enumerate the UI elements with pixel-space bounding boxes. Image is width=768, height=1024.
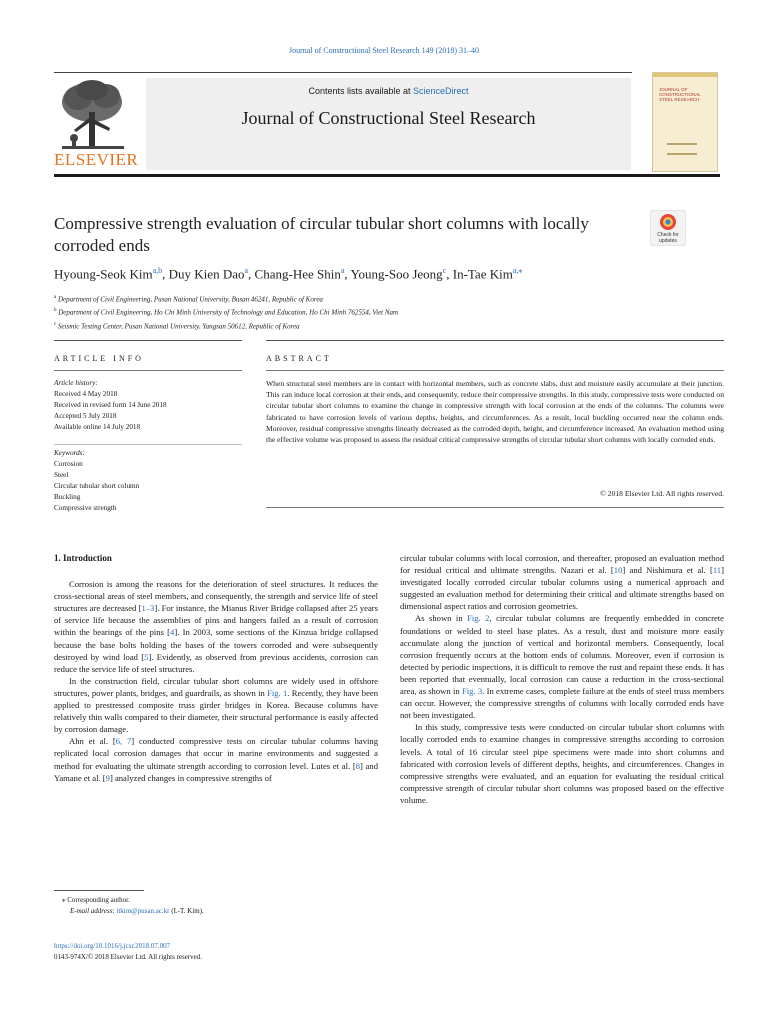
reference-link[interactable]: 8 — [355, 760, 360, 771]
journal-citation[interactable]: Journal of Constructional Steel Research 149 (2018) 31–40 — [289, 46, 479, 55]
issn-line: 0143-974X/© 2018 Elsevier Ltd. All rights reserved. — [54, 953, 203, 961]
author-name[interactable]: Hyoung-Seok Kim — [54, 266, 153, 282]
paragraph — [54, 735, 378, 783]
footnote-line — [62, 895, 382, 906]
keyword-item: Corrosion — [54, 460, 83, 468]
footnote-text: Corresponding author. — [67, 896, 130, 904]
text-run: ] and Nishimura et al. [ — [622, 565, 713, 576]
reference-link[interactable]: 4 — [170, 627, 175, 638]
text-run: Ahn et al. [ — [69, 736, 116, 747]
author-separator: , — [446, 266, 453, 282]
history-label: Article history: — [54, 379, 98, 387]
author-separator: , — [248, 266, 255, 282]
author-list — [54, 266, 714, 282]
reference-link[interactable]: 5 — [144, 651, 149, 662]
paragraph: In this study, compressive tests were conducted on circular tubular short columns with locally corroded ends to examine changes in compressive strengths according to corrosion levels. A total of 16 circular steel pipe specimens were made into short columns and fabricated with corrosion levels of different depths, heights, and circumferences. Changes in compressive strengths were evaluated, and an equation for evaluating the residual critical compressive strength of circular tubular short columns was proposed based on the effective volume. — [400, 722, 724, 805]
email-link[interactable]: itkim@pusan.ac.kr — [116, 907, 170, 915]
journal-cover-thumbnail[interactable] — [652, 72, 718, 172]
page-footer — [54, 941, 414, 963]
paragraph — [400, 552, 724, 612]
author-name[interactable]: Young-Soo Jeong — [350, 266, 443, 282]
affiliation-list — [54, 292, 654, 332]
keyword-item: Compressive strength — [54, 504, 117, 512]
author-affiliation-mark[interactable]: a — [244, 266, 249, 275]
text-run: ]. In 2003, some sections of the Kinzua bridge collapsed because the base bolts holding the bases of the towers corroded and were subsequently destroyed by wind load [ — [54, 627, 378, 662]
figure-link[interactable]: Fig. 3 — [461, 686, 483, 697]
affiliation-item — [54, 305, 654, 318]
text-run: ] investigated locally corroded circular tubular columns using a numerical approach and suggested an evaluation method for determining their critical and ultimate strengths based on dimensional aspect ratios and corrosion geometries. — [400, 565, 724, 612]
keyword-item: Steel — [54, 471, 69, 479]
footnote-star: ⁎ — [62, 896, 66, 904]
journal-title[interactable]: Journal of Constructional Steel Research — [241, 108, 536, 128]
abstract-text: When structural steel members are in contact with horizontal members, such as concrete slabs, dust and moisture easily accumulate at their junction. This can induce local corrosion at their ends, and consequently, reduce their compressive strengths. In this study, compressive tests were conducted on circular tubular short columns to examine the change in compressive strength with local corrosion at the ends of the columns. The columns were fabricated to have corrosion levels of various depths, heights, and circumferences. As a result, local buckling occurred near the column ends. Moreover, residual compressive strengths linearly decreased as the corroded depth, height, and circumference increased. An evaluation method using the effective volume was proposed to assess the residual critical compressive strengths of circular tubular short columns with locally corroded ends. — [266, 379, 724, 445]
keywords — [54, 448, 242, 514]
history-item: Received in revised form 14 June 2018 — [54, 401, 167, 409]
text-run: ]. For instance, the Mianus River Bridge collapsed after 25 years of service life because the assemblies of pins and hangers failed as a result of corrosion within the bearings of the pins [ — [54, 603, 378, 638]
affiliation-text: Seismic Testing Center, Pusan National University, Yangsan 50612, Republic of Korea — [57, 321, 300, 330]
reference-link[interactable]: 9 — [105, 772, 110, 783]
sciencedirect-link[interactable]: ScienceDirect — [413, 86, 469, 96]
author-separator: , — [344, 266, 351, 282]
abstract-rule — [266, 370, 724, 371]
text-run: . In extreme cases, complete failure at the ends of steel truss members can occur. However, the compressive strengths of columns with locally corroded ends have not been investigated. — [400, 686, 725, 721]
paragraph — [54, 578, 378, 675]
corresponding-author-footnote — [62, 895, 382, 917]
figure-link[interactable]: Fig. 1 — [267, 687, 288, 698]
text-run: Corrosion is among the reasons for the deterioration of steel structures. It reduces the cross-sectional areas of steel members, and consequently, the strength and service life of steel structures are decreased [ — [54, 579, 378, 614]
author-name[interactable]: In-Tae Kim — [452, 266, 513, 282]
text-run: ]. Evidently, as observed from previous accidents, corrosion can reduce the service life of steel structures. — [54, 651, 378, 674]
reference-link[interactable]: 6, 7 — [115, 736, 132, 747]
reference-link[interactable]: 10 — [613, 565, 623, 576]
body-column-left — [54, 552, 378, 784]
text-run: . Recently, they have been applied to prestressed composite truss girder bridges in Korea. Because columns have relatively thin walls compared to their diameter, their structural performance is easily affected by corrosion damage. — [54, 687, 379, 735]
journal-header — [54, 72, 720, 176]
abstract-copyright: © 2018 Elsevier Ltd. All rights reserved. — [600, 489, 724, 498]
abstract-bottom-rule — [266, 507, 724, 508]
cover-bar — [653, 73, 717, 77]
footnote-line — [62, 906, 382, 917]
affiliation-item — [54, 319, 654, 332]
crossmark-label[interactable]: Check for updates — [657, 232, 679, 244]
header-bottom-rule — [54, 174, 720, 177]
affiliation-key: a — [54, 295, 57, 300]
text-run: In the construction field, circular tubular short columns are widely used in offshore structures, power plants, bridges, and guardrails, as shown in — [54, 675, 378, 698]
affiliation-text: Department of Civil Engineering, Pusan National University, Busan 46241, Republic of Korea — [57, 295, 323, 304]
history-item: Accepted 5 July 2018 — [54, 412, 117, 420]
author-affiliation-mark[interactable]: a,b — [152, 266, 163, 275]
doi-link[interactable]: https://doi.org/10.1016/j.jcsr.2018.07.007 — [54, 942, 171, 950]
contents-prefix: Contents lists available at — [308, 86, 414, 96]
author-affiliation-mark[interactable]: a — [340, 266, 345, 275]
affiliation-item — [54, 292, 654, 305]
affiliation-key: b — [54, 308, 57, 314]
keyword-item: Circular tubular short column — [54, 482, 140, 490]
author-name[interactable]: Chang-Hee Shin — [254, 266, 341, 282]
affiliation-key: c — [54, 321, 57, 327]
article-title: Compressive strength evaluation of circular tubular short columns with locally corroded ends — [54, 214, 589, 255]
email-label: E-mail address: — [70, 907, 117, 915]
abstract-heading: ABSTRACT — [266, 354, 332, 363]
paragraph — [400, 612, 724, 721]
history-item: Available online 14 July 2018 — [54, 423, 141, 431]
section-heading: 1. Introduction — [54, 553, 112, 563]
text-run: As shown in — [415, 613, 468, 624]
article-info-rule — [54, 370, 242, 371]
email-suffix: (I.-T. Kim). — [169, 907, 204, 915]
reference-link[interactable]: 1–3 — [141, 603, 155, 614]
contents-line — [146, 86, 631, 96]
author-name[interactable]: Duy Kien Dao — [168, 266, 245, 282]
article-info-heading: ARTICLE INFO — [54, 354, 144, 363]
author-separator: , — [162, 266, 169, 282]
cover-title: JOURNAL OF CONSTRUCTIONAL STEEL RESEARCH — [659, 87, 701, 102]
history-item: Received 4 May 2018 — [54, 390, 118, 398]
text-run: ] analyzed changes in compressive strengths of — [109, 772, 272, 783]
masthead — [146, 78, 631, 170]
text-run: ] conducted compressive tests on circular tubular columns having replicated local corrosion damages that occur in marine environments and suggested a method for evaluating the ultimate strength according to corrosion level. Lutes et al. [ — [54, 736, 378, 771]
keywords-label: Keywords: — [54, 449, 85, 457]
paragraph — [54, 675, 378, 735]
cover-decoration — [667, 143, 697, 155]
text-run: , circular tubular columns are frequently embedded in concrete foundations or welded to steel base plates. As a result, dust and moisture more easily accumulate along the junction of vertical and horizontal members. Consequently, local corrosion frequently occurs at the bottom ends of columns. Moreover, even if corrosion is detected by periodic inspections, it is difficult to remove the rust and repaint these ends. It has been reported that eventually, local corrosion can cause a reduction in the cross-sectional area, as shown in — [400, 613, 725, 697]
footnote-rule — [54, 890, 144, 891]
reference-link[interactable]: 11 — [712, 565, 722, 576]
article-history — [54, 378, 242, 433]
figure-link[interactable]: Fig. 2 — [467, 613, 490, 624]
text-run: circular tubular columns with local corrosion, and thereafter, proposed an evaluation method for residual critical and ultimate strengths. Nazari et al. [ — [400, 553, 724, 576]
abstract-top-rule — [266, 340, 724, 341]
publisher-name: ELSEVIER — [54, 150, 139, 169]
author-affiliation-mark[interactable]: c — [442, 266, 447, 275]
keyword-item: Buckling — [54, 493, 81, 501]
affiliation-text: Department of Civil Engineering, Ho Chi Minh University of Technology and Education, Ho Chi Minh 762554, Viet Nam — [58, 308, 399, 317]
article-info-top-rule — [54, 340, 242, 341]
header-top-rule — [54, 72, 632, 73]
body-column-right — [400, 552, 724, 806]
author-affiliation-mark[interactable]: a,⁎ — [512, 266, 523, 275]
keywords-rule — [54, 444, 242, 445]
text-run: ] and Yamane et al. [ — [54, 760, 378, 783]
